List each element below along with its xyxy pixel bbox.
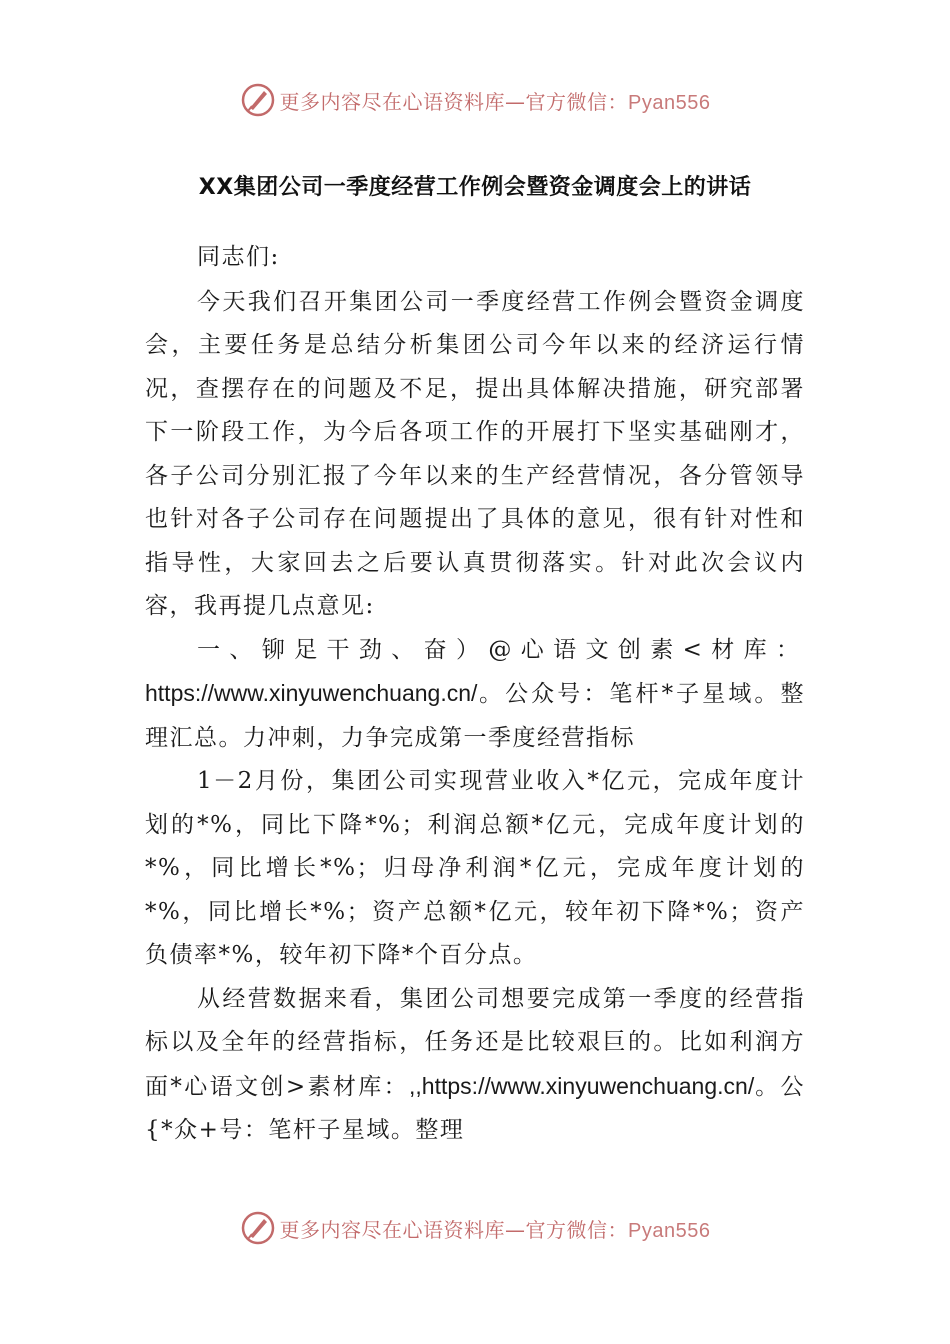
paragraph-intro: 今天我们召开集团公司一季度经营工作例会暨资金调度会，主要任务是总结分析集团公司今年以来的经济运行情况，查摆存在的问题及不足，提出具体解决措施，研究部署下一阶段工作，为今后各项工作的开展打下坚实基础刚才，各子公司分别汇报了今年以来的生产经营情况，各分管领导也针对各子公司存在问题提出了具体的意见，很有针对性和指导性，大家回去之后要认真贯彻落实。针对此次会议内容，我再提几点意见:	[145, 288, 805, 619]
paragraph-analysis: 从经营数据来看，集团公司想要完成第一季度的经营指标以及全年的经营指标，任务还是比较艰巨的。比如利润方面*心语文创>素材库：,,https://www.xinyuwenchuang.cn/。公{*众+号：笔杆子星域。整理	[145, 985, 805, 1143]
banner-text: 更多内容尽在心语资料库—官方微信：Pyan556	[279, 1217, 711, 1242]
wechat-id: Pyan556	[628, 1219, 711, 1242]
quill-seal-icon	[240, 1210, 276, 1246]
header-watermark-banner	[0, 78, 950, 122]
footer-watermark-banner	[0, 1206, 950, 1250]
greeting: 同志们:	[197, 244, 280, 270]
banner-text: 更多内容尽在心语资料库—官方微信：Pyan556	[279, 89, 711, 114]
document-title: XX集团公司一季度经营工作例会暨资金调度会上的讲话	[198, 175, 752, 200]
paragraph-section-one: 一、铆足干劲、奋）@心语文创素<材库：https://www.xinyuwenchuang.cn/。公众号：笔杆*子星域。整理汇总。力冲刺，力争完成第一季度经营指标	[145, 636, 805, 751]
paragraph-figures: 1－2月份，集团公司实现营业收入*亿元，完成年度计划的*%，同比下降*%；利润总额*亿元，完成年度计划的*%，同比增长*%；归母净利润*亿元，完成年度计划的*%，同比增长*%；资产总额*亿元，较年初下降*%；资产负债率*%，较年初下降*个百分点。	[145, 768, 805, 968]
document-body	[145, 236, 805, 1153]
source-url: https://www.xinyuwenchuang.cn/	[145, 680, 478, 706]
source-url-2: ,,https://www.xinyuwenchuang.cn/	[409, 1072, 755, 1099]
wechat-id: Pyan556	[628, 91, 711, 114]
quill-seal-icon	[240, 82, 276, 118]
